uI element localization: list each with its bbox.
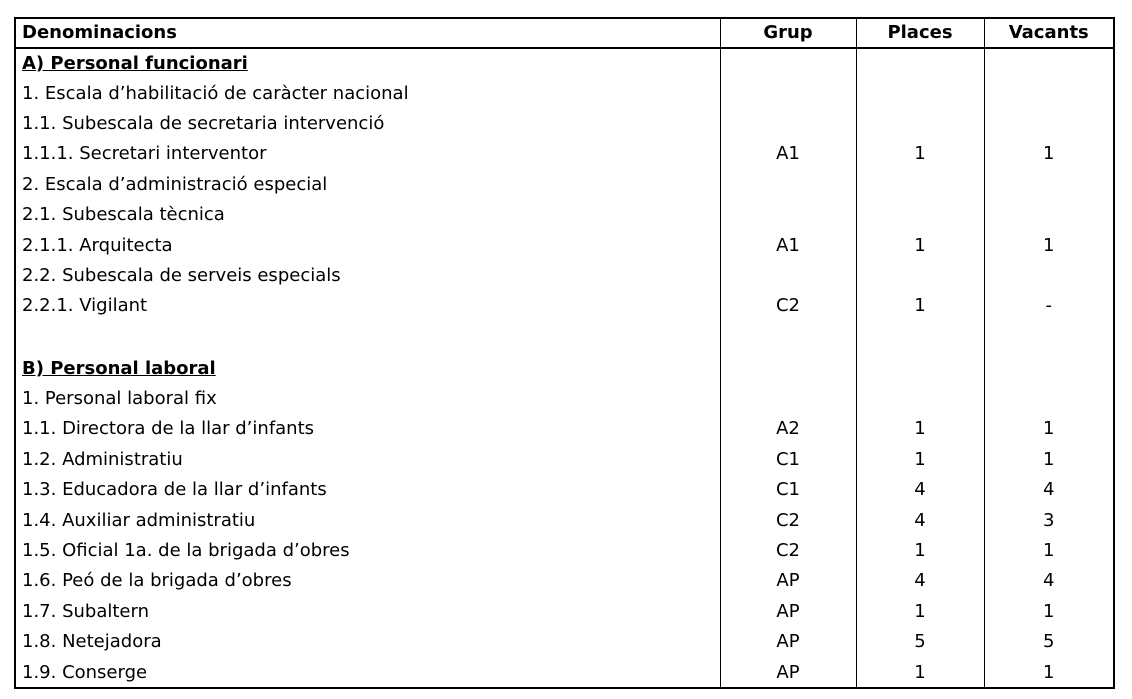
cell-places: 1 bbox=[856, 139, 984, 169]
cell-denominacio bbox=[16, 322, 720, 354]
table-row bbox=[16, 261, 1113, 291]
cell-places: 5 bbox=[856, 627, 984, 657]
cell-places bbox=[856, 78, 984, 108]
cell-vacants: 4 bbox=[984, 566, 1113, 596]
cell-denominacio: B) Personal laboral bbox=[22, 357, 216, 379]
cell-vacants bbox=[984, 170, 1113, 200]
cell-denominacio: 1.3. Educadora de la llar d’infants bbox=[22, 479, 327, 501]
cell-vacants bbox=[984, 78, 1113, 108]
cell-vacants bbox=[984, 109, 1113, 139]
cell-vacants bbox=[984, 384, 1113, 414]
cell-denominacio: 1.8. Netejadora bbox=[22, 631, 162, 653]
cell-denominacio: 1. Escala d’habilitació de caràcter nacional bbox=[22, 82, 409, 104]
cell-denominacio: 2.1.1. Arquitecta bbox=[22, 234, 173, 256]
cell-grup: C1 bbox=[720, 445, 856, 475]
spacer-row bbox=[16, 322, 1113, 354]
cell-denominacio: 2.2.1. Vigilant bbox=[22, 295, 148, 317]
cell-denominacio: 1. Personal laboral fix bbox=[22, 388, 217, 410]
cell-vacants: - bbox=[984, 291, 1113, 321]
cell-places: 4 bbox=[856, 475, 984, 505]
table-row bbox=[16, 109, 1113, 139]
table-row bbox=[16, 657, 1113, 687]
cell-places: 1 bbox=[856, 657, 984, 687]
cell-denominacio: 2. Escala d’administració especial bbox=[22, 173, 328, 195]
cell-grup bbox=[720, 384, 856, 414]
table-row bbox=[16, 597, 1113, 627]
table-row bbox=[16, 78, 1113, 108]
table-row bbox=[16, 200, 1113, 230]
cell-grup bbox=[720, 109, 856, 139]
table-row bbox=[16, 627, 1113, 657]
cell-grup: C2 bbox=[720, 536, 856, 566]
cell-denominacio: 1.1.1. Secretari interventor bbox=[22, 143, 267, 165]
section-row bbox=[16, 48, 1113, 78]
cell-places bbox=[856, 354, 984, 384]
table-row bbox=[16, 384, 1113, 414]
cell-vacants bbox=[984, 200, 1113, 230]
cell-grup: AP bbox=[720, 597, 856, 627]
cell-denominacio: 1.9. Conserge bbox=[22, 661, 148, 683]
cell-vacants bbox=[984, 322, 1113, 354]
cell-places bbox=[856, 322, 984, 354]
cell-grup bbox=[720, 170, 856, 200]
table-header-row bbox=[16, 19, 1113, 48]
cell-grup bbox=[720, 48, 856, 78]
cell-places bbox=[856, 261, 984, 291]
table-row bbox=[16, 291, 1113, 321]
cell-places bbox=[856, 109, 984, 139]
cell-grup: A2 bbox=[720, 414, 856, 444]
cell-vacants: 4 bbox=[984, 475, 1113, 505]
cell-denominacio: 1.2. Administratiu bbox=[22, 448, 183, 470]
cell-places: 1 bbox=[856, 445, 984, 475]
cell-vacants: 1 bbox=[984, 657, 1113, 687]
cell-grup bbox=[720, 78, 856, 108]
table-row bbox=[16, 230, 1113, 260]
cell-vacants: 1 bbox=[984, 139, 1113, 169]
cell-vacants: 1 bbox=[984, 445, 1113, 475]
cell-vacants: 1 bbox=[984, 597, 1113, 627]
cell-denominacio: 1.4. Auxiliar administratiu bbox=[22, 509, 256, 531]
cell-denominacio: 2.1. Subescala tècnica bbox=[22, 204, 225, 226]
cell-vacants bbox=[984, 48, 1113, 78]
cell-grup bbox=[720, 354, 856, 384]
header-vacants: Vacants bbox=[984, 19, 1113, 48]
cell-denominacio: A) Personal funcionari bbox=[22, 52, 248, 74]
cell-places: 4 bbox=[856, 566, 984, 596]
header-denominacions: Denominacions bbox=[16, 19, 720, 48]
cell-denominacio: 1.7. Subaltern bbox=[22, 600, 149, 622]
cell-places bbox=[856, 170, 984, 200]
cell-grup bbox=[720, 322, 856, 354]
cell-places bbox=[856, 384, 984, 414]
cell-places: 1 bbox=[856, 291, 984, 321]
cell-grup bbox=[720, 200, 856, 230]
cell-grup: A1 bbox=[720, 139, 856, 169]
table-body bbox=[16, 48, 1113, 688]
cell-denominacio: 1.6. Peó de la brigada d’obres bbox=[22, 570, 292, 592]
cell-places: 1 bbox=[856, 414, 984, 444]
cell-grup: A1 bbox=[720, 230, 856, 260]
cell-grup: C1 bbox=[720, 475, 856, 505]
table-row bbox=[16, 170, 1113, 200]
cell-vacants: 1 bbox=[984, 536, 1113, 566]
table-row bbox=[16, 414, 1113, 444]
cell-denominacio: 1.1. Directora de la llar d’infants bbox=[22, 418, 315, 440]
cell-grup bbox=[720, 261, 856, 291]
staff-positions-table bbox=[16, 19, 1113, 688]
cell-places: 4 bbox=[856, 505, 984, 535]
table-row bbox=[16, 566, 1113, 596]
cell-places: 1 bbox=[856, 230, 984, 260]
table-row bbox=[16, 139, 1113, 169]
cell-denominacio: 1.5. Oficial 1a. de la brigada d’obres bbox=[22, 540, 350, 562]
cell-vacants: 5 bbox=[984, 627, 1113, 657]
cell-grup: C2 bbox=[720, 505, 856, 535]
cell-grup: AP bbox=[720, 566, 856, 596]
cell-places bbox=[856, 200, 984, 230]
cell-places: 1 bbox=[856, 597, 984, 627]
cell-vacants: 1 bbox=[984, 230, 1113, 260]
header-places: Places bbox=[856, 19, 984, 48]
table-row bbox=[16, 475, 1113, 505]
table-row bbox=[16, 536, 1113, 566]
cell-vacants: 1 bbox=[984, 414, 1113, 444]
cell-denominacio: 2.2. Subescala de serveis especials bbox=[22, 264, 341, 286]
cell-grup: AP bbox=[720, 657, 856, 687]
header-grup: Grup bbox=[720, 19, 856, 48]
cell-grup: C2 bbox=[720, 291, 856, 321]
cell-denominacio: 1.1. Subescala de secretaria intervenció bbox=[22, 112, 385, 134]
table-row bbox=[16, 505, 1113, 535]
table-row bbox=[16, 445, 1113, 475]
staff-table-container bbox=[14, 17, 1115, 689]
section-row bbox=[16, 354, 1113, 384]
cell-grup: AP bbox=[720, 627, 856, 657]
cell-places bbox=[856, 48, 984, 78]
cell-vacants bbox=[984, 261, 1113, 291]
cell-places: 1 bbox=[856, 536, 984, 566]
cell-vacants: 3 bbox=[984, 505, 1113, 535]
cell-vacants bbox=[984, 354, 1113, 384]
